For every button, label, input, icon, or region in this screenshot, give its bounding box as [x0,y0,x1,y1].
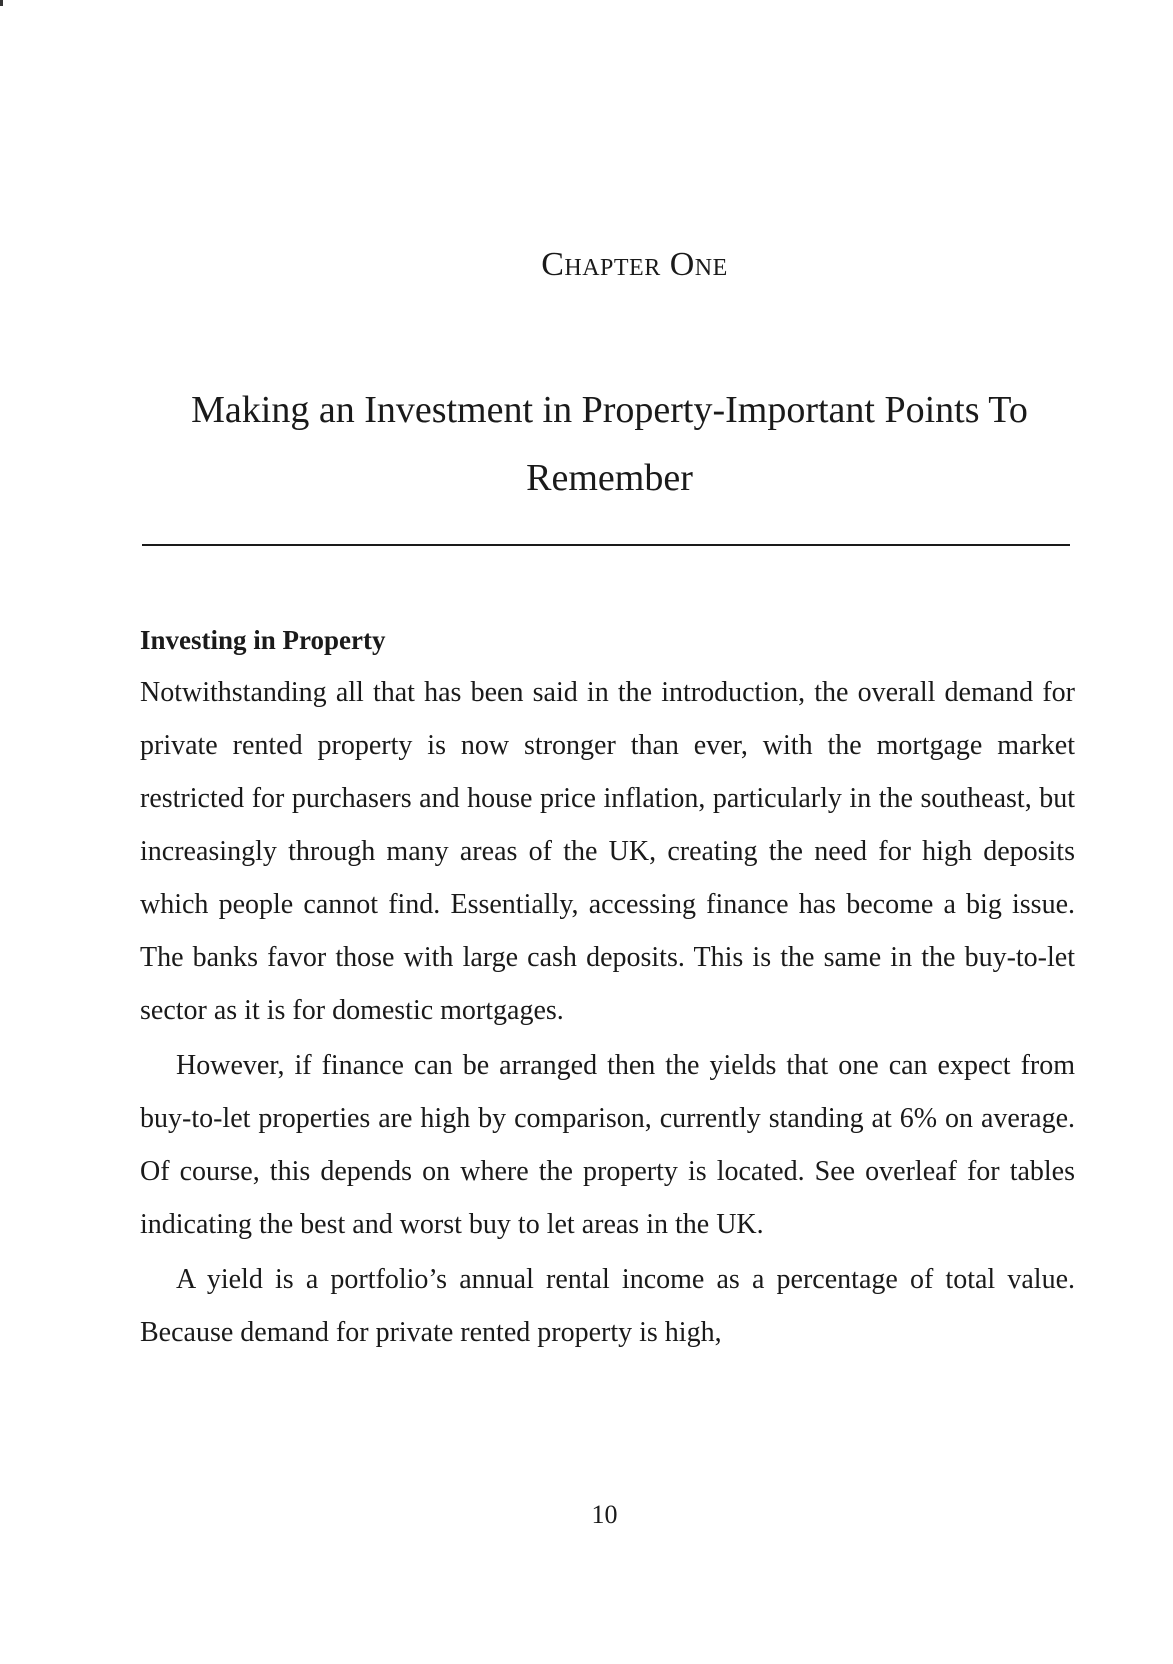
page-number: 10 [591,1500,618,1529]
paragraph-1: Notwithstanding all that has been said in the introduction, the overall demand for private rented property is now stronger than ever, with the mortgage market restricted for purchasers and house price inflation, particularly in the southeast, but increasingly through many areas of the UK, creating the need for high deposits which people cannot find. Essentially, accessing finance has become a big issue. The banks favor those with large cash deposits. This is the same in the buy-to-let sector as it is for domestic mortgages. [140,677,1075,1026]
paragraph-2: However, if finance can be arranged then the yields that one can expect from buy-to-let properties are high by comparison, currently standing at 6% on average. Of course, this depends on where the property is located. See overleaf for tables indicating the best and worst buy to let areas in the UK. [140,1050,1075,1240]
paragraph-3: A yield is a portfolio’s annual rental income as a percentage of total value. Because demand for private rented property is high, [140,1264,1075,1348]
title-divider [142,544,1070,546]
section-heading: Investing in Property [140,625,386,655]
chapter-title: Making an Investment in Property-Important Points To Remember [191,389,1028,499]
body-content [140,620,1075,1359]
scan-artifact-mark [0,0,3,6]
chapter-label: Chapter One [541,246,728,283]
